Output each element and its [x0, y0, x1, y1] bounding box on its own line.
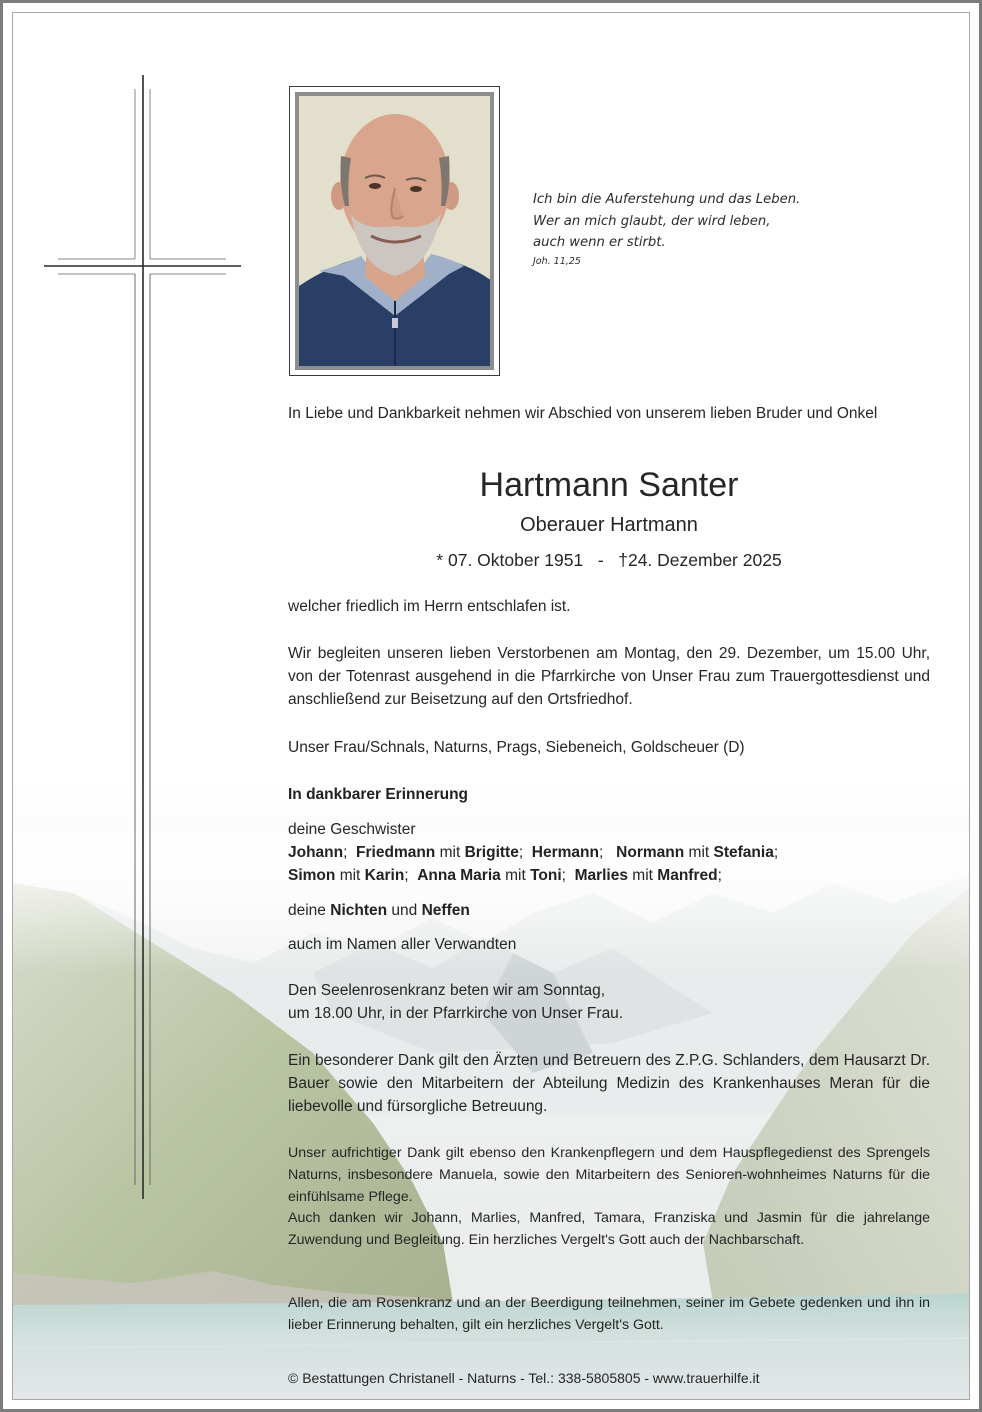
- quote-line: Ich bin die Auferstehung und das Leben.: [533, 192, 801, 207]
- siblings-label: deine Geschwister: [288, 821, 416, 838]
- sibling-name: Johann: [288, 844, 344, 861]
- sibling-name: Hermann: [531, 844, 599, 861]
- partner-name: Brigitte: [464, 844, 519, 861]
- places-text: Unser Frau/Schnals, Naturns, Prags, Siebeneich, Goldscheuer (D): [288, 739, 745, 756]
- passed-text: welcher friedlich im Herrn entschlafen ist.: [288, 598, 571, 615]
- life-dates: [288, 548, 930, 572]
- nieces-nephews: deine Nichten und Neffen: [288, 902, 470, 919]
- portrait-mat: [295, 92, 494, 370]
- funeral-home-footer: © Bestattungen Christanell - Naturns - Tel.: 338-5805805 - www.trauerhilfe.it: [288, 1370, 760, 1386]
- birth-symbol: *: [436, 550, 444, 570]
- thanks-paragraph-3: Auch danken wir Johann, Marlies, Manfred, Tamara, Franziska und Jasmin für die jahrelange Zuwendung und Begleitung. Ein herzliches Vergelt's Gott auch der Nachbarschaft.: [288, 1210, 930, 1248]
- siblings-line-1: Johann; Friedmann mit Brigitte; Hermann; Normann mit Stefania;: [288, 844, 779, 861]
- portrait-frame: [289, 86, 500, 376]
- partner-name: Karin: [364, 867, 405, 884]
- date-separator: -: [597, 550, 604, 570]
- with-word: mit: [688, 844, 710, 861]
- quote-line: auch wenn er stirbt.: [533, 235, 666, 250]
- cross-icon: [13, 13, 273, 1233]
- with-word: mit: [339, 867, 361, 884]
- mourners-heading: In dankbarer Erinnerung: [288, 786, 469, 803]
- deceased-nickname: Oberauer Hartmann: [520, 514, 698, 536]
- sibling-name: Friedmann: [356, 844, 436, 861]
- cross-symbol: [13, 13, 273, 1233]
- partner-name: Toni: [530, 867, 562, 884]
- partner-name: Stefania: [713, 844, 774, 861]
- birth-date: 07. Oktober 1951: [447, 550, 584, 570]
- thanks-paragraph-1: Ein besonderer Dank gilt den Ärzten und Betreuern des Z.P.G. Schlanders, dem Hausarzt Dr. Bauer sowie den Mitarbeitern der Abteilung Medizin des Krankenhauses Meran für die liebevolle und fürsorgliche Betreuung.: [288, 1052, 930, 1116]
- siblings-line-2: Simon mit Karin; Anna Maria mit Toni; Marlies mit Manfred;: [288, 867, 722, 884]
- rosary-line-1: Den Seelenrosenkranz beten wir am Sonntag,: [288, 982, 606, 999]
- partner-name: Manfred: [657, 867, 718, 884]
- thanks-paragraph-4: Allen, die am Rosenkranz und an der Beerdigung teilnehmen, seiner im Gebete gedenken und ihn in lieber Erinnerung behalten, gilt ein herzliches Vergelt's Gott.: [288, 1295, 930, 1333]
- quote-line: Wer an mich glaubt, der wird leben,: [533, 213, 771, 229]
- death-symbol: †: [618, 550, 628, 570]
- with-word: mit: [632, 867, 653, 884]
- bible-quote: [533, 189, 833, 270]
- portrait-illustration: [299, 96, 490, 366]
- sibling-name: Simon: [288, 867, 336, 884]
- with-word: mit: [505, 867, 526, 884]
- thanks-paragraph-2: Unser aufrichtiger Dank gilt ebenso den Krankenpflegern und dem Hauspflegedienst des Sprengels Naturns, insbesondere Manuela, sowie den Mitarbeitern des Senioren-wohnheimes Naturns für die einfühlsame Pflege.: [288, 1145, 930, 1205]
- intro-text: In Liebe und Dankbarkeit nehmen wir Abschied von unserem lieben Bruder und Onkel: [288, 405, 878, 422]
- portrait-photo: [299, 96, 490, 366]
- sibling-name: Marlies: [574, 867, 628, 884]
- rosary-line-2: um 18.00 Uhr, in der Pfarrkirche von Unser Frau.: [288, 1005, 624, 1022]
- deceased-name: Hartmann Santer: [479, 466, 739, 504]
- death-date: 24. Dezember 2025: [627, 550, 782, 570]
- quote-reference: Joh. 11,25: [533, 255, 581, 267]
- with-word: mit: [439, 844, 461, 861]
- funeral-text: Wir begleiten unseren lieben Verstorbenen am Montag, den 29. Dezember, um 15.00 Uhr, von der Totenrast ausgehend in die Pfarrkirche von Unser Frau zum Trauergottesdienst und anschließend zur Beisetzung auf den Ortsfriedhof.: [288, 645, 930, 709]
- relatives-text: auch im Namen aller Verwandten: [288, 936, 517, 953]
- sibling-name: Anna Maria: [417, 867, 501, 884]
- sibling-name: Normann: [616, 844, 685, 861]
